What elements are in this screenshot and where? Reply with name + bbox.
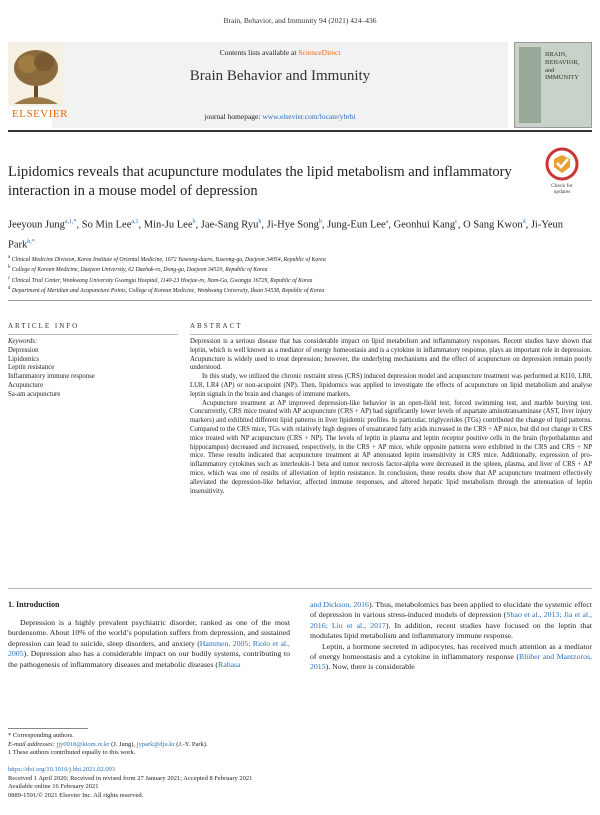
check-for-updates-label[interactable] [540,183,584,195]
affiliation-marker: c [8,275,11,281]
author-name[interactable]: So Min Lee [81,219,132,231]
email-note-1: (J. Jung), [109,740,137,748]
email-note-2: (J.-Y. Park). [174,740,208,748]
keywords-block [8,338,178,400]
keyword-item: Acupuncture [8,381,44,389]
author-affiliation-marker[interactable]: b,* [27,238,35,245]
abstract-paragraph: Depression is a serious disease that has considerable impact on lipid metabolism and inflammatory responses. Recent studies have shown that leptin, which is well known as a mediator of energy homeostasis and is a cytokine in inflammatory response, plays an important role in depression. Acupuncture is widely used to treat depression; however, the underlying mechanisms and the effect of acupuncture on depression remain poorly understood. [190,338,592,372]
author-name[interactable]: Geonhui Kang [393,219,456,231]
cover-artwork [519,47,541,123]
author-affiliation-marker[interactable]: a,1,* [64,219,77,225]
keywords-label: Keywords: [8,338,38,345]
received-dates: Received 1 April 2020; Received in revised form 27 January 2021; Accepted 8 February 2021 [8,774,253,782]
doi-link[interactable]: https://doi.org/10.1016/j.bbi.2021.02.003 [8,766,116,773]
check-label-line2: updates [553,189,571,195]
affiliation-text: College of Korean Medicine, Daejeon University, 62 Daehak-ro, Dong-gu, Daejeon 34520, Republic of Korea [10,267,268,274]
email-link-2[interactable]: jypark@dju.kr [136,740,175,748]
homepage-link[interactable]: www.elsevier.com/locate/ybrbi [262,112,356,121]
affiliation-text: Clinical Trial Center, Wonkwang University Gwangju Hospital, 1140-23 Hoejae-ro, Nam-Gu, Gwangju 16729, Republic of Korea [10,277,313,284]
article-title: Lipidomics reveals that acupuncture modulates the lipid metabolism and inflammatory interaction in a mouse model of depression [8,164,512,199]
citation-link[interactable]: Hammen, 2005; Riolo et al., 2005 [8,638,290,659]
email-note [8,741,308,750]
abstract-body [190,338,592,496]
text-run: Depression is a highly prevalent psychiatric disorder, ranked as one of the most burdensome. About 10% of the world’s population suffers from depression, and sustained depression can lead to suicide, sleep disorders, and anxiety ( [8,618,290,648]
author-name[interactable]: Jeeyoun Jung [8,219,65,231]
abstract-heading: ABSTRACT [190,322,243,330]
author-affiliation-marker[interactable]: a [385,219,389,225]
author-name[interactable]: Jung-Eun Lee [327,219,386,231]
article-info-heading: ARTICLE INFO [8,322,80,330]
affiliation-marker: b [8,265,11,271]
author-name[interactable]: O Sang Kwon [463,219,523,231]
keyword-item: Inflammatory immune response [8,373,95,381]
elsevier-wordmark: ELSEVIER [12,108,68,120]
body-column-left [8,618,290,670]
intro-paragraph [8,618,290,670]
author-affiliation-marker[interactable]: b [318,219,322,225]
affiliation-item [8,285,592,295]
abstract-rule [190,334,592,335]
keyword-item: Depression [8,346,39,354]
affiliation-item [8,254,592,264]
citation-link[interactable]: Rabasa [218,659,241,669]
text-run: ). Thus, metabolomics has been applied to elucidate the systemic effect of depression in various stress-induced models of depression ( [310,600,593,620]
author-name[interactable]: Ji-Hye Song [266,219,319,231]
author-name[interactable]: Min-Ju Lee [143,219,193,231]
author-affiliation-marker[interactable]: b [258,219,262,225]
affiliation-text: Clinical Medicine Division, Korea Institute of Oriental Medicine, 1672 Yuseong-daero, Yuseong-gu, Daejeon 34054, Republic of Korea [10,256,326,263]
author-name[interactable]: Jae-Sang Ryu [200,219,259,231]
text-run: ). Now, there is considerable [325,662,415,672]
email-label: E-mail addresses: [8,740,57,748]
check-for-updates-icon[interactable] [545,147,579,181]
contents-line [52,48,508,57]
intro-paragraph [310,600,592,642]
journal-title: Brain Behavior and Immunity [189,68,371,84]
available-online: Available online 16 February 2021 [8,783,99,791]
abstract-paragraph: Acupuncture treatment at AP improved depression-like behavior in an open-field test, forced swimming test, and marble burying test. Concurrently, CRS mice treated with AP acupuncture (CRS + AP) had significantly lower levels of aspartate aminotransaminase (AST, liver injury markers) and exhibited different lipid patterns in liver lipidomic profiles. In particular, triglycerides (TGs) contributed the change of lipid patterns. Compared to the CRS mice, TGs with relatively high degrees of unsaturated fatty acids increased in the CRS + AP mice, but did not change in CRS mice treated with NP acupuncture (CRS + NP). The levels of leptin in plasma and leptin receptor positive cells in the brain (hypothalamus and hippocampus) decreased and increased, respectively, in the CRS + AP mice, while opposite patterns were exhibited in the CRS and CRS + NP mice. These results indicated that acupuncture treatment at AP attenuated leptin insensitivity in CRS mice. Additionally, expression of pro-inflammatory cytokines such as interleukin-1 beta and tumor necrosis factor-alpha were decreased in the spleen, plasma, and liver of CRS + AP mice, which was one of results of alleviation of leptin resistance. In conclusion, these results show that AP acupuncture treatment effectively alleviated the depression-like behavior, affected immune responses, and altered hepatic lipid metabolism through the attenuation of leptin insensitivity. [190,399,592,495]
article-info-rule [8,334,178,335]
elsevier-tree-logo [8,42,64,106]
homepage-prefix: journal homepage: [204,112,263,121]
cover-title: BRAIN, BEHAVIOR, and IMMUNITY [545,51,580,82]
affiliation-list [8,254,592,296]
body-column-right [310,600,592,673]
footnotes [8,732,308,758]
equal-contribution-note: 1 These authors contributed equally to this work. [8,749,136,757]
section-divider [8,300,592,301]
citation-link[interactable]: Blüher and Mantzoros, 2015 [310,652,592,672]
email-link-1[interactable]: jjy0918@kiom.re.kr [56,740,110,748]
affiliation-marker: d [8,286,11,292]
sciencedirect-link[interactable]: ScienceDirect [298,48,341,57]
citation-link[interactable]: and Dickson, 2016 [310,600,369,609]
journal-reference: Brain, Behavior, and Immunity 94 (2021) 424–436 [223,16,377,25]
abstract-paragraph: In this study, we utilized the chronic restraint stress (CRS) induced depression model and acupuncture treatment was performed at KI10, LR8, LU8, LR4 (AP) or non-acupoint (NP). Then, lipidomics was applied to investigate the effects of acupuncture on lipid metabolism and analyse leptin signals in the brain and changes of immune markers. [190,373,592,398]
author-affiliation-marker[interactable]: b [192,219,196,225]
check-label-line1: Check for [551,183,573,189]
abstract-end-rule [8,588,592,589]
author-list: Jeeyoun Jung$^{a,1,*}$, So Min Lee$^{a,1}$, Min-Ju Lee$^b$, Jae-Sang Ryu$^b$, Ji-Hye Song$^b$, Jung-Eun Lee$^a$, Geonhui Kang$^c$, O Sang Kwon$^d$, Ji-Yeun Park$^{b,*}$ [8,219,564,250]
text-run: ). In addition, recent studies have focused on the leptin that modulates lipid metabolism and inflammatory immune response. [310,620,592,641]
copyright: 0889-1591/© 2021 Elsevier Inc. All rights reserved. [8,791,144,799]
keyword-item: Leptin resistance [8,364,55,372]
article-footer [8,766,408,800]
author-affiliation-marker[interactable]: d [522,219,526,225]
affiliation-marker: a [8,255,11,260]
journal-homepage [52,112,508,121]
header-rule [8,130,592,132]
introduction-heading: 1. Introduction [8,600,60,609]
corresponding-note: * Corresponding authors. [8,732,74,739]
affiliation-item [8,275,592,285]
author-affiliation-marker[interactable]: c [455,219,458,225]
keyword-item: Lipidomics [8,355,39,363]
keyword-item: Sa-am acupuncture [8,390,61,398]
keywords-list [8,347,178,400]
affiliation-text: Department of Meridian and Acupuncture Points, College of Korean Medicine, Wonkwang University, Iksan 54538, Republic of Korea [10,288,325,295]
text-run: Leptin, a hormone secreted in adipocytes, has received much attention as a mediator of energy homeostasis and a cytokine in inflammatory response ( [310,641,592,662]
citation-link[interactable]: Shao et al., 2013; Jia et al., 2016; Liu et al., 2017 [310,610,592,630]
affiliation-item [8,264,592,274]
contents-prefix: Contents lists available at [219,48,299,57]
author-name[interactable]: Ji-Yeun Park [8,219,564,250]
author-affiliation-marker[interactable]: a,1 [131,219,139,225]
journal-cover-image [514,42,592,128]
intro-paragraph [310,642,592,673]
text-run: ). Depression also has a considerable impact on our bodily systems, contributing to the pathogenesis of inflammatory diseases and metabolic diseases ( [8,649,290,669]
footnote-rule [8,728,88,729]
